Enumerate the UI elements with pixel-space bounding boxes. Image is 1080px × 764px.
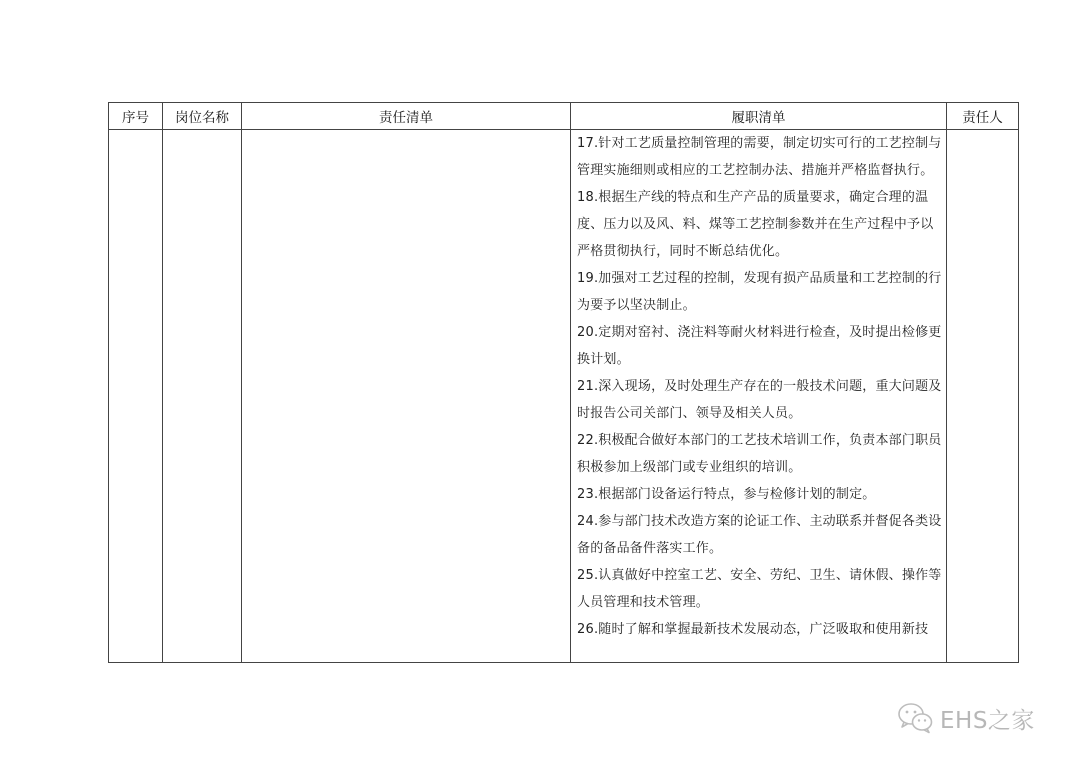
duty-item: 18.根据生产线的特点和生产产品的质量要求，确定合理的温度、压力以及风、料、煤等工艺控制参数并在生产过程中予以严格贯彻执行，同时不断总结优化。 [577, 190, 934, 259]
table-header-row [109, 103, 1019, 130]
duty-item: 21.深入现场，及时处理生产存在的一般技术问题，重大问题及时报告公司关部门、领导及相关人员。 [577, 379, 942, 421]
duty-item: 20.定期对窑衬、浇注料等耐火材料进行检查，及时提出检修更换计划。 [577, 325, 942, 367]
header-duties: 履职清单 [571, 103, 947, 130]
duty-item: 19.加强对工艺过程的控制，发现有损产品质量和工艺控制的行为要予以坚决制止。 [577, 271, 942, 313]
watermark [896, 700, 1035, 736]
duty-item: 26.随时了解和掌握最新技术发展动态，广泛吸取和使用新技 [577, 622, 929, 637]
watermark-text: EHS之家 [940, 707, 1035, 734]
duty-item: 23.根据部门设备运行特点，参与检修计划的制定。 [577, 487, 876, 502]
cell-duties [571, 130, 947, 663]
header-post: 岗位名称 [163, 103, 242, 130]
header-person: 责任人 [947, 103, 1019, 130]
table-row [109, 130, 1019, 663]
cell-post [163, 130, 242, 663]
duty-item: 22.积极配合做好本部门的工艺技术培训工作，负责本部门职员积极参加上级部门或专业组织的培训。 [577, 433, 942, 475]
header-responsibility: 责任清单 [242, 103, 571, 130]
cell-person [947, 130, 1019, 663]
cell-responsibility [242, 130, 571, 663]
duty-table [108, 102, 1019, 663]
duty-item: 17.针对工艺质量控制管理的需要，制定切实可行的工艺控制与管理实施细则或相应的工艺控制办法、措施并严格监督执行。 [577, 136, 942, 178]
wechat-icon [896, 701, 934, 735]
duty-item: 25.认真做好中控室工艺、安全、劳纪、卫生、请休假、操作等人员管理和技术管理。 [577, 568, 942, 610]
cell-seq [109, 130, 163, 663]
header-seq: 序号 [109, 103, 163, 130]
duty-item: 24.参与部门技术改造方案的论证工作、主动联系并督促各类设备的备品备件落实工作。 [577, 514, 942, 556]
